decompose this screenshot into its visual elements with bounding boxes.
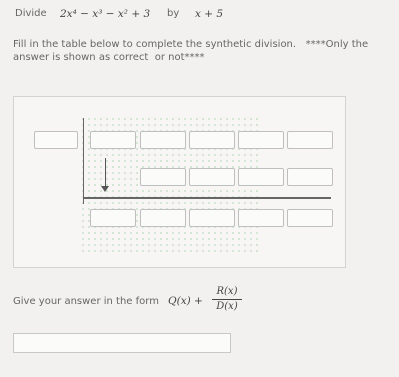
by-label: by — [167, 8, 180, 19]
middle-row-cell-5[interactable] — [287, 168, 333, 186]
bring-down-arrow-icon — [101, 186, 109, 192]
divisor-cell[interactable] — [34, 131, 78, 149]
bottom-row-cell-1[interactable] — [90, 209, 136, 227]
fraction-bar — [212, 299, 242, 300]
instructions — [13, 38, 393, 64]
divisor-expression: x + 5 — [195, 8, 224, 20]
top-row-cell-1[interactable] — [90, 131, 136, 149]
top-row-cell-2[interactable] — [140, 131, 186, 149]
middle-row-cell-2[interactable] — [140, 168, 186, 186]
horizontal-rule — [83, 197, 331, 199]
answer-input[interactable] — [13, 333, 231, 353]
remainder-fraction — [212, 286, 242, 313]
instructions-line-1: Fill in the table below to complete the synthetic division. ****Only the — [13, 39, 369, 50]
bottom-row-cell-3[interactable] — [189, 209, 235, 227]
middle-row-cell-3[interactable] — [189, 168, 235, 186]
quotient-expression: Q(x) + — [168, 295, 203, 307]
fraction-denominator: D(x) — [216, 301, 238, 312]
instructions-line-2: answer is shown as correct or not**** — [13, 52, 205, 63]
fraction-numerator: R(x) — [216, 286, 238, 297]
answer-prompt-text: Give your answer in the form — [13, 296, 159, 307]
bottom-row-cell-5[interactable] — [287, 209, 333, 227]
vertical-divider — [83, 118, 84, 204]
bottom-row-cell-2[interactable] — [140, 209, 186, 227]
dividend-expression: 2x⁴ − x³ − x² + 3 — [60, 8, 151, 20]
bottom-row-cell-4[interactable] — [238, 209, 284, 227]
top-row-cell-4[interactable] — [238, 131, 284, 149]
bring-down-arrow-line — [105, 158, 106, 188]
divide-label: Divide — [15, 8, 47, 19]
top-row-cell-5[interactable] — [287, 131, 333, 149]
middle-row-cell-4[interactable] — [238, 168, 284, 186]
top-row-cell-3[interactable] — [189, 131, 235, 149]
